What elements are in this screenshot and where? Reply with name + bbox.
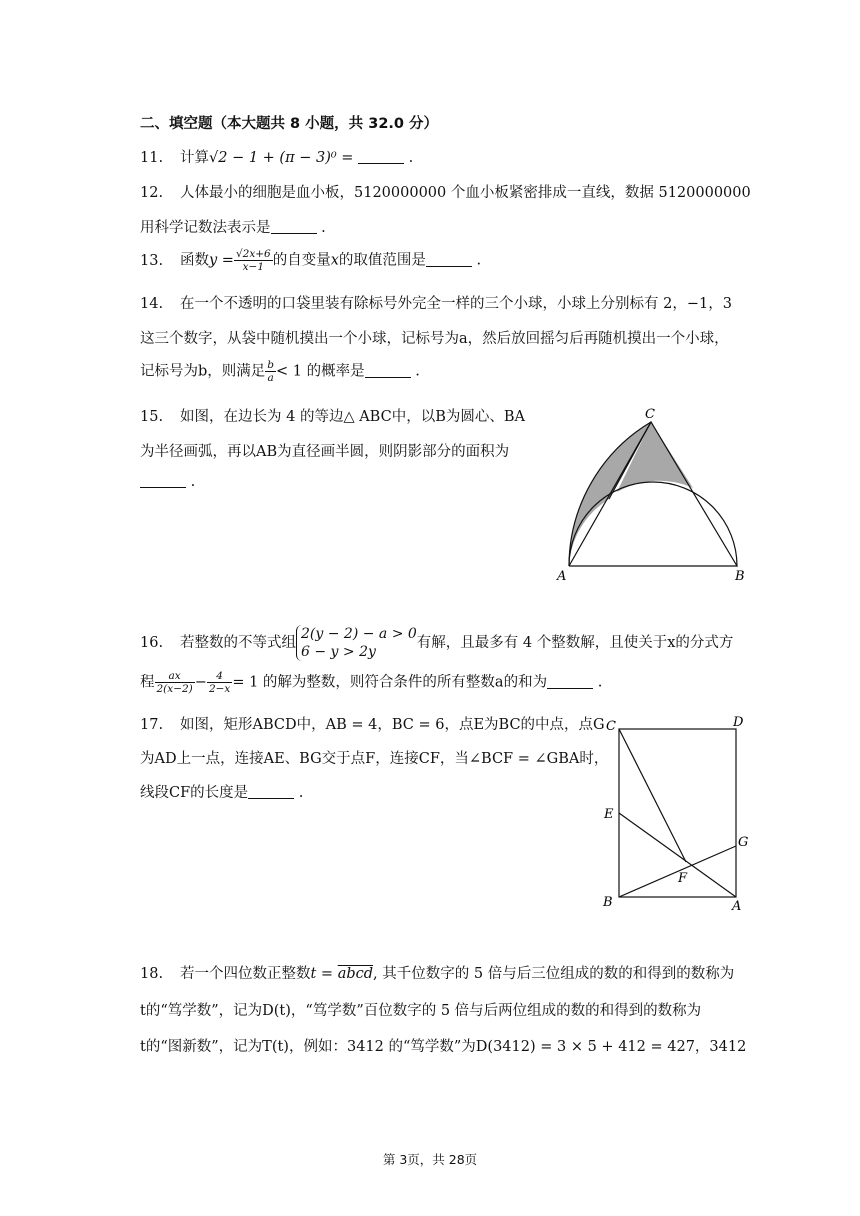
label-e: E <box>604 807 614 822</box>
page-footer: 第 3页，共 28页 <box>382 1152 478 1167</box>
q14-text: < 1 的概率是 <box>276 363 365 380</box>
q12-text: 用科学记数法表示是 <box>140 220 271 236</box>
q11-lead: 计算 <box>180 150 209 166</box>
q14-text: 这三个数字，从袋中随机摸出一个小球，记标号为a，然后放回摇匀后再随机摸出一个小球， <box>140 331 729 347</box>
inequality-2: 6 − y > 2y <box>301 644 376 660</box>
q15-text: 如图，在边长为 4 的等边△ ABC中，以B为圆心、BA <box>180 409 525 425</box>
q13-lead: 函数 <box>180 252 209 269</box>
q13-fraction <box>234 248 273 273</box>
q18-text: t的“笃学数”，记为D(t)，“笃学数”百位数字的 5 倍与后两位组成的数的和得到的数称为 <box>140 1003 702 1019</box>
figure-15 <box>555 400 755 585</box>
q17-text: 如图，矩形ABCD中，AB = 4，BC = 6，点E为BC的中点，点G <box>180 717 605 733</box>
question-16-line1 <box>140 625 733 661</box>
question-number: 11. <box>140 150 164 166</box>
inequality-system <box>296 625 417 661</box>
q12-end: . <box>321 220 326 236</box>
question-12-line1 <box>140 181 751 202</box>
q18-lead: 若一个四位数正整数 <box>180 966 311 982</box>
label-c: C <box>645 407 655 422</box>
q11-expression: √2 − 1 + (π − 3)⁰ = <box>209 150 354 166</box>
question-12-line2 <box>140 216 326 237</box>
question-14-line3 <box>140 359 420 384</box>
answer-blank[interactable] <box>358 151 404 164</box>
fraction-denominator: 2(x−2) <box>156 683 193 695</box>
q18-text: , 其千位数字的 5 倍与后三位组成的数的和得到的数称为 <box>373 966 735 982</box>
q16-lead2: 程 <box>140 674 155 691</box>
section-title: 二、填空题（本大题共 8 小题，共 32.0 分） <box>140 116 439 132</box>
answer-blank[interactable] <box>271 221 317 234</box>
question-18-line3 <box>140 1035 746 1056</box>
label-d: D <box>733 715 744 730</box>
label-f: F <box>678 871 688 886</box>
question-number: 13. <box>140 252 164 269</box>
fraction-denominator: x−1 <box>242 261 265 273</box>
q14-end: . <box>415 363 420 380</box>
question-number: 12. <box>140 185 164 201</box>
fraction-numerator: ax <box>155 670 195 683</box>
question-18-line2 <box>140 999 701 1020</box>
q17-text: 为AD上一点，连接AE、BG交于点F，连接CF，当∠BCF = ∠GBA时， <box>140 751 609 767</box>
q18-abcd: abcd <box>337 966 374 982</box>
figure-17 <box>598 710 758 915</box>
question-17-line2 <box>140 747 608 768</box>
q16-tail: 有解，且最多有 4 个整数解，且使关于x的分式方 <box>416 635 734 651</box>
q12-text: 人体最小的细胞是血小板，5120000000 个血小板紧密排成一直线，数据 5120000000 <box>180 185 751 201</box>
label-b: B <box>735 569 745 584</box>
fraction-denominator: a <box>267 372 274 384</box>
question-11 <box>140 146 413 167</box>
question-18-line1 <box>140 962 734 983</box>
question-number: 16. <box>140 635 164 651</box>
segment-cf <box>619 729 686 862</box>
answer-blank[interactable] <box>365 365 411 378</box>
question-number: 14. <box>140 296 164 312</box>
label-b: B <box>603 895 613 910</box>
q16-minus: − <box>194 674 207 691</box>
question-15-line2 <box>140 440 509 461</box>
q16-fraction-2 <box>207 670 232 695</box>
question-number: 17. <box>140 717 164 733</box>
q13-var: x <box>330 252 339 269</box>
q14-text: 在一个不透明的口袋里装有除标号外完全一样的三个小球，小球上分别标有 2，−1，3 <box>180 296 732 312</box>
fraction-numerator: 4 <box>207 670 232 683</box>
label-a: A <box>557 569 567 584</box>
label-c: C <box>606 719 616 734</box>
q16-fraction-1 <box>155 670 195 695</box>
q13-tail: 的自变量 <box>272 252 331 269</box>
label-a: A <box>732 899 742 914</box>
question-17-line1 <box>140 713 605 734</box>
question-number: 15. <box>140 409 164 425</box>
q13-end: . <box>476 252 482 269</box>
answer-blank[interactable] <box>426 254 472 267</box>
question-15-line3 <box>140 474 195 490</box>
question-number: 18. <box>140 966 164 982</box>
answer-blank[interactable] <box>140 475 186 488</box>
question-13 <box>140 248 481 273</box>
fraction-numerator: b <box>267 359 275 371</box>
q15-text: 为半径画弧，再以AB为直径画半圆，则阴影部分的面积为 <box>140 444 510 460</box>
answer-blank[interactable] <box>248 786 294 799</box>
q16-tail2: = 1 的解为整数，则符合条件的所有整数a的和为 <box>232 674 548 691</box>
answer-blank[interactable] <box>547 676 593 689</box>
question-16-line2 <box>140 670 602 695</box>
q16-lead: 若整数的不等式组 <box>180 635 296 651</box>
q17-end: . <box>298 785 304 801</box>
q15-end: . <box>190 474 196 490</box>
q18-t-equals: t = <box>310 966 338 982</box>
question-14-line1 <box>140 292 732 313</box>
question-17-line3 <box>140 781 303 802</box>
q14-text: 记标号为b，则满足 <box>140 363 266 380</box>
q14-fraction <box>265 359 276 384</box>
q13-y-equals: y = <box>209 252 234 269</box>
question-15-line1 <box>140 405 525 426</box>
fraction-numerator: √2x+6 <box>235 248 271 260</box>
q13-tail2: 的取值范围是 <box>338 252 426 269</box>
q18-text: t的“图新数”，记为T(t)，例如：3412 的“笃学数”为D(3412) = 3 × 5 + 412 = 427，3412 <box>140 1039 747 1055</box>
q17-text: 线段CF的长度是 <box>140 785 249 801</box>
q16-end: . <box>597 674 603 691</box>
inequality-1: 2(y − 2) − a > 0 <box>301 626 417 642</box>
label-g: G <box>738 835 749 850</box>
q11-end: . <box>408 150 414 166</box>
fraction-denominator: 2−x <box>208 683 231 695</box>
question-14-line2 <box>140 327 729 348</box>
